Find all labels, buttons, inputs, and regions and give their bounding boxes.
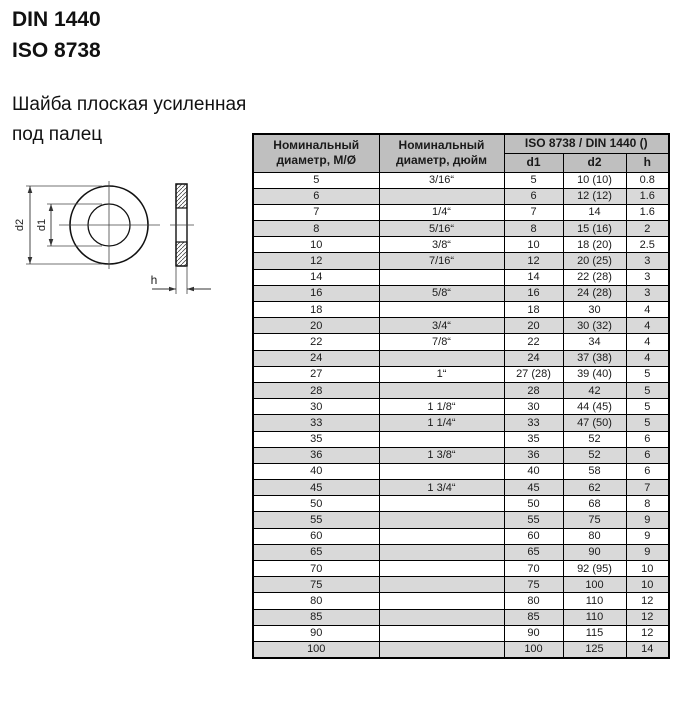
table-cell: 75 <box>563 512 626 528</box>
table-cell: 22 <box>253 334 379 350</box>
table-cell: 3 <box>626 285 669 301</box>
table-row <box>253 285 669 301</box>
table-cell <box>379 625 504 641</box>
table-cell: 1/4“ <box>379 204 504 220</box>
table-row <box>253 625 669 641</box>
table-cell: 65 <box>253 544 379 560</box>
table-cell: 1 1/8“ <box>379 399 504 415</box>
table-cell: 55 <box>253 512 379 528</box>
table-cell: 6 <box>626 463 669 479</box>
table-cell: 85 <box>253 609 379 625</box>
table-cell: 3/4“ <box>379 318 504 334</box>
table-cell: 7/8“ <box>379 334 504 350</box>
table-cell: 92 (95) <box>563 561 626 577</box>
table-cell: 10 <box>504 237 563 253</box>
table-row <box>253 237 669 253</box>
table-cell: 16 <box>504 285 563 301</box>
table-cell: 65 <box>504 544 563 560</box>
table-cell: 20 (25) <box>563 253 626 269</box>
table-body <box>253 172 669 658</box>
table-cell: 12 <box>626 625 669 641</box>
table-cell: 80 <box>563 528 626 544</box>
table-cell <box>379 528 504 544</box>
table-cell: 75 <box>504 577 563 593</box>
table-cell: 1 1/4“ <box>379 415 504 431</box>
table-cell: 80 <box>253 593 379 609</box>
washer-side-view <box>170 184 194 266</box>
table-cell: 24 <box>253 350 379 366</box>
table-row <box>253 302 669 318</box>
table-cell <box>379 382 504 398</box>
table-row <box>253 480 669 496</box>
section-hatch-bottom <box>176 242 187 266</box>
table-cell: 70 <box>504 561 563 577</box>
header-h: h <box>626 153 669 172</box>
table-cell <box>379 188 504 204</box>
table-cell <box>379 593 504 609</box>
table-cell: 6 <box>626 431 669 447</box>
table-cell: 15 (16) <box>563 221 626 237</box>
table-cell: 9 <box>626 512 669 528</box>
table-cell: 52 <box>563 431 626 447</box>
table-cell: 85 <box>504 609 563 625</box>
table-cell: 35 <box>504 431 563 447</box>
table-cell: 70 <box>253 561 379 577</box>
table-row <box>253 334 669 350</box>
table-row <box>253 318 669 334</box>
header-d2: d2 <box>563 153 626 172</box>
table-cell: 42 <box>563 382 626 398</box>
table-cell: 27 (28) <box>504 366 563 382</box>
washer-technical-drawing <box>2 176 214 305</box>
table-cell: 75 <box>253 577 379 593</box>
header-nominal-inch: Номинальный диаметр, дюйм <box>379 134 504 172</box>
table-row <box>253 641 669 657</box>
table-cell: 10 <box>626 561 669 577</box>
table-row <box>253 382 669 398</box>
table-cell: 28 <box>253 382 379 398</box>
table-cell <box>379 496 504 512</box>
header-nominal-metric: Номинальный диаметр, М/Ø <box>253 134 379 172</box>
table-cell: 18 <box>504 302 563 318</box>
table-cell: 20 <box>504 318 563 334</box>
table-cell: 3/8“ <box>379 237 504 253</box>
table-row <box>253 221 669 237</box>
table-cell <box>379 512 504 528</box>
table-cell: 22 <box>504 334 563 350</box>
table-cell: 12 <box>626 609 669 625</box>
table-cell: 18 (20) <box>563 237 626 253</box>
table-cell: 62 <box>563 480 626 496</box>
table-cell: 47 (50) <box>563 415 626 431</box>
table-cell: 12 (12) <box>563 188 626 204</box>
table-cell: 90 <box>504 625 563 641</box>
table-cell: 3/16“ <box>379 172 504 188</box>
table-cell: 9 <box>626 528 669 544</box>
table-row <box>253 512 669 528</box>
washer-drawing-svg <box>2 176 214 300</box>
standard-iso: ISO 8738 <box>12 39 101 62</box>
table-cell: 22 (28) <box>563 269 626 285</box>
table-cell: 8 <box>504 221 563 237</box>
washer-front-view <box>59 181 160 269</box>
table-cell: 28 <box>504 382 563 398</box>
table-row <box>253 463 669 479</box>
table-cell: 27 <box>253 366 379 382</box>
table-cell: 3 <box>626 269 669 285</box>
table-cell: 8 <box>253 221 379 237</box>
table-cell: 30 <box>504 399 563 415</box>
table-row <box>253 577 669 593</box>
table-cell: 36 <box>504 447 563 463</box>
table-cell: 5/16“ <box>379 221 504 237</box>
table-cell: 33 <box>253 415 379 431</box>
table-cell: 125 <box>563 641 626 657</box>
table-cell: 5/8“ <box>379 285 504 301</box>
table-cell: 100 <box>253 641 379 657</box>
table-cell: 45 <box>253 480 379 496</box>
table-cell: 0.8 <box>626 172 669 188</box>
table-cell: 50 <box>504 496 563 512</box>
table-cell: 4 <box>626 302 669 318</box>
table-cell: 5 <box>626 415 669 431</box>
table-row <box>253 204 669 220</box>
table-cell: 55 <box>504 512 563 528</box>
table-header <box>253 134 669 172</box>
table-cell: 5 <box>504 172 563 188</box>
table-cell: 14 <box>626 641 669 657</box>
standard-din: DIN 1440 <box>12 8 101 31</box>
table-cell: 5 <box>626 399 669 415</box>
table-cell <box>379 431 504 447</box>
table-cell: 80 <box>504 593 563 609</box>
table-cell: 35 <box>253 431 379 447</box>
table-cell: 44 (45) <box>563 399 626 415</box>
table-cell <box>379 561 504 577</box>
table-cell: 24 <box>504 350 563 366</box>
table-cell: 110 <box>563 609 626 625</box>
table-cell: 1.6 <box>626 204 669 220</box>
table-cell: 110 <box>563 593 626 609</box>
table-cell: 6 <box>504 188 563 204</box>
table-cell: 14 <box>253 269 379 285</box>
label-d2: d2 <box>14 218 26 232</box>
table-cell <box>379 577 504 593</box>
table-row <box>253 593 669 609</box>
table-row <box>253 496 669 512</box>
table-cell: 40 <box>504 463 563 479</box>
table-cell: 4 <box>626 350 669 366</box>
table-cell <box>379 350 504 366</box>
table-cell: 68 <box>563 496 626 512</box>
table-row <box>253 561 669 577</box>
table-cell: 7 <box>504 204 563 220</box>
table-cell: 2 <box>626 221 669 237</box>
table-cell: 5 <box>626 382 669 398</box>
table-cell: 1 3/8“ <box>379 447 504 463</box>
table-row <box>253 399 669 415</box>
table-cell <box>379 302 504 318</box>
label-h: h <box>150 273 158 287</box>
table-cell: 7 <box>626 480 669 496</box>
table-cell: 52 <box>563 447 626 463</box>
table-cell <box>379 641 504 657</box>
product-title <box>12 90 246 150</box>
table-cell: 33 <box>504 415 563 431</box>
table-cell: 45 <box>504 480 563 496</box>
table-cell: 14 <box>563 204 626 220</box>
table-cell: 10 (10) <box>563 172 626 188</box>
table-row <box>253 528 669 544</box>
table-cell: 16 <box>253 285 379 301</box>
table-cell: 90 <box>253 625 379 641</box>
table-cell: 4 <box>626 334 669 350</box>
table-cell <box>379 544 504 560</box>
section-hatch-top <box>176 184 187 208</box>
table-cell: 1“ <box>379 366 504 382</box>
standards-heading <box>12 4 101 66</box>
table-cell: 12 <box>504 253 563 269</box>
table-cell: 50 <box>253 496 379 512</box>
table-cell: 90 <box>563 544 626 560</box>
table-cell: 10 <box>253 237 379 253</box>
table-row <box>253 350 669 366</box>
table-cell <box>379 609 504 625</box>
table-cell: 24 (28) <box>563 285 626 301</box>
table-cell: 6 <box>253 188 379 204</box>
table-row <box>253 447 669 463</box>
table-cell: 3 <box>626 253 669 269</box>
table-cell: 5 <box>626 366 669 382</box>
table-row <box>253 253 669 269</box>
product-title-line2: под палец <box>12 124 103 145</box>
table-cell: 115 <box>563 625 626 641</box>
table-cell: 58 <box>563 463 626 479</box>
table-row <box>253 188 669 204</box>
table-cell: 14 <box>504 269 563 285</box>
table-cell: 7/16“ <box>379 253 504 269</box>
table-cell: 60 <box>253 528 379 544</box>
table-row <box>253 415 669 431</box>
table-cell: 5 <box>253 172 379 188</box>
table-cell: 100 <box>504 641 563 657</box>
table-cell: 8 <box>626 496 669 512</box>
table-cell: 1.6 <box>626 188 669 204</box>
washer-dimensions-table <box>252 133 670 659</box>
table-cell: 12 <box>626 593 669 609</box>
table-cell: 2.5 <box>626 237 669 253</box>
table-row <box>253 366 669 382</box>
table-cell: 30 <box>253 399 379 415</box>
table-row <box>253 431 669 447</box>
table-cell <box>379 463 504 479</box>
table-cell: 39 (40) <box>563 366 626 382</box>
table-cell: 40 <box>253 463 379 479</box>
table-cell <box>379 269 504 285</box>
product-title-line1: Шайба плоская усиленная <box>12 94 247 115</box>
table-cell: 34 <box>563 334 626 350</box>
table-cell: 20 <box>253 318 379 334</box>
table-cell: 6 <box>626 447 669 463</box>
header-group-iso-din: ISO 8738 / DIN 1440 () <box>504 134 669 153</box>
table-cell: 4 <box>626 318 669 334</box>
table-row <box>253 269 669 285</box>
table-cell: 36 <box>253 447 379 463</box>
table-row <box>253 544 669 560</box>
table-cell: 60 <box>504 528 563 544</box>
table-cell: 7 <box>253 204 379 220</box>
table-cell: 30 (32) <box>563 318 626 334</box>
header-d1: d1 <box>504 153 563 172</box>
table-cell: 1 3/4“ <box>379 480 504 496</box>
table-row <box>253 609 669 625</box>
table-cell: 37 (38) <box>563 350 626 366</box>
table-row <box>253 172 669 188</box>
table-cell: 10 <box>626 577 669 593</box>
table-cell: 100 <box>563 577 626 593</box>
table-cell: 18 <box>253 302 379 318</box>
table-cell: 12 <box>253 253 379 269</box>
dimension-h <box>151 266 211 294</box>
label-d1: d1 <box>36 218 48 232</box>
table-cell: 9 <box>626 544 669 560</box>
table-cell: 30 <box>563 302 626 318</box>
